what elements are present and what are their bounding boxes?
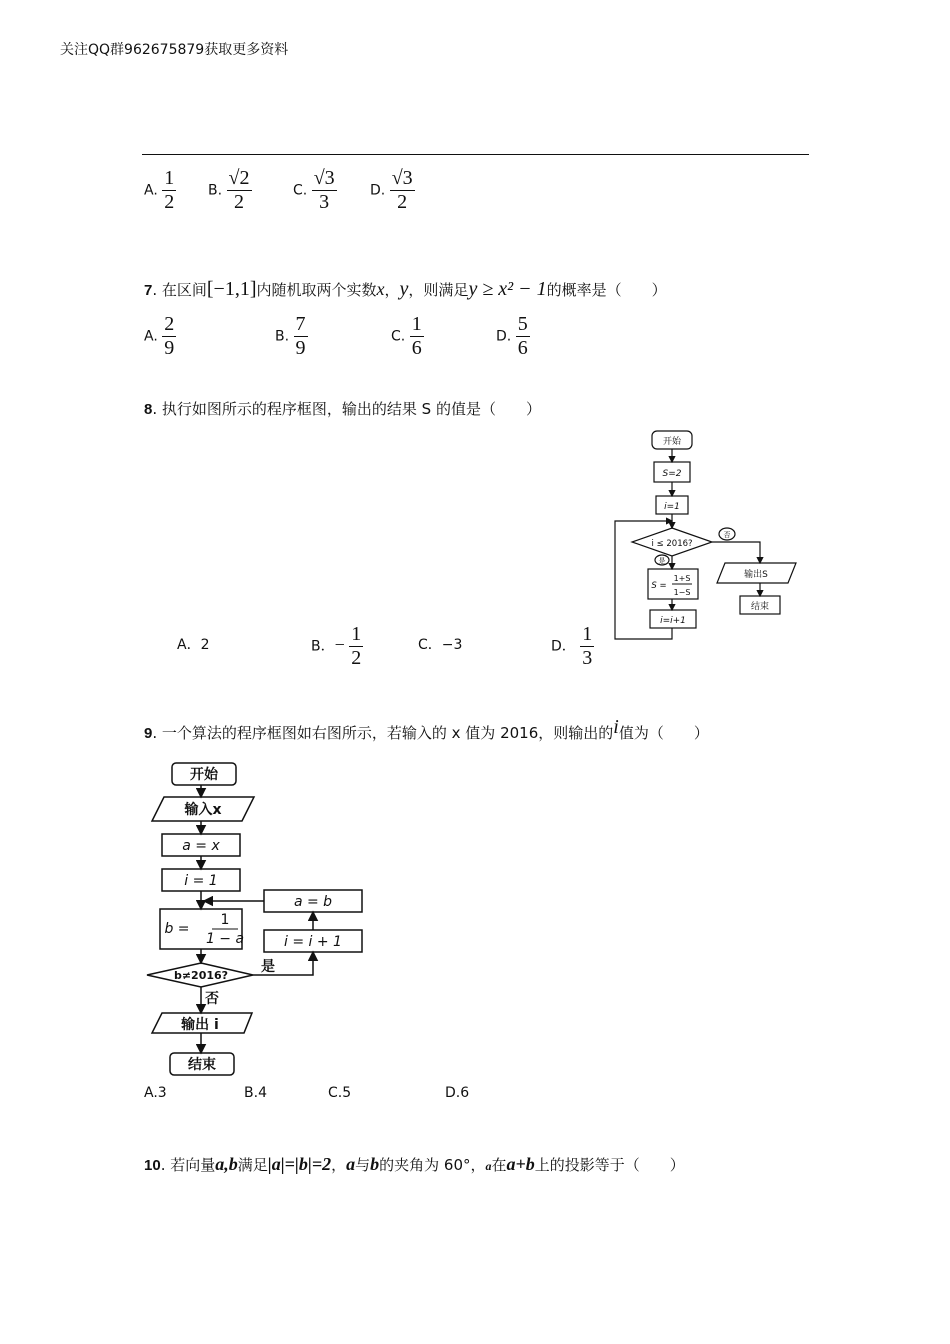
option-label: A. bbox=[144, 182, 158, 199]
option-numerator: √3 bbox=[391, 167, 413, 189]
option-label: C. bbox=[391, 328, 406, 345]
q9-b-den: 1 − a bbox=[205, 931, 245, 947]
q9-option-a bbox=[144, 1085, 167, 1101]
option-denominator: 6 bbox=[517, 337, 528, 359]
q10-text-d: 与 bbox=[355, 1156, 371, 1174]
q9-b-lhs: b = bbox=[164, 921, 190, 937]
question-number: 10 bbox=[144, 1157, 161, 1174]
q9-end-text: 结束 bbox=[188, 1057, 216, 1073]
q8-end-text: 结束 bbox=[750, 602, 770, 612]
option-numerator: 1 bbox=[411, 313, 422, 335]
q7-option-c bbox=[391, 314, 424, 359]
q10-vec-a2: a bbox=[485, 1159, 492, 1173]
q10-condition: |a|=|b|=2 bbox=[267, 1154, 332, 1174]
q9-assign-ab-text: a = b bbox=[293, 894, 333, 910]
option-label: D. bbox=[370, 182, 386, 199]
q9-stem bbox=[144, 716, 709, 744]
q10-vec-b: b bbox=[370, 1154, 380, 1174]
option-value: 6 bbox=[460, 1085, 470, 1101]
q9-b-num: 1 bbox=[220, 912, 230, 928]
q7-var-y: y bbox=[399, 278, 409, 300]
option-value: 5 bbox=[342, 1085, 352, 1101]
q10-stem bbox=[144, 1154, 685, 1175]
option-label: B. bbox=[208, 182, 223, 199]
q9-yes-label: 是 bbox=[261, 959, 275, 975]
header-note: 关注QQ群962675879获取更多资料 bbox=[60, 42, 289, 58]
q9-assign-a-text: a = x bbox=[182, 838, 220, 854]
q8-no-label: 否 bbox=[723, 531, 731, 539]
option-label: B. bbox=[275, 328, 290, 345]
q9-input-text: 输入x bbox=[184, 802, 222, 818]
q10-text-c: ， bbox=[331, 1156, 347, 1174]
option-denominator: 2 bbox=[351, 647, 362, 669]
q8-i-init-text: i=1 bbox=[664, 502, 680, 512]
option-denominator: 6 bbox=[411, 337, 422, 359]
option-sign: − bbox=[334, 634, 345, 655]
option-numerator: √3 bbox=[313, 167, 335, 189]
q10-text-a: . 若向量 bbox=[160, 1156, 216, 1174]
option-denominator: 2 bbox=[164, 191, 175, 213]
q8-flowchart bbox=[610, 425, 800, 650]
q8-s-init-text: S=2 bbox=[662, 469, 682, 479]
option-value: 2 bbox=[200, 637, 210, 653]
option-denominator: 9 bbox=[164, 337, 175, 359]
q7-text-c: ，则满足 bbox=[408, 281, 469, 299]
q8-condition-text: i ≤ 2016? bbox=[651, 539, 693, 549]
q9-no-label: 否 bbox=[205, 991, 219, 1007]
q7-option-b bbox=[275, 314, 308, 359]
q8-text: . 执行如图所示的程序框图，输出的结果 S 的值是（ ） bbox=[152, 400, 541, 418]
option-numerator: 7 bbox=[295, 313, 306, 335]
option-denominator: 3 bbox=[319, 191, 330, 213]
option-label: B． bbox=[311, 638, 335, 655]
option-value: 4 bbox=[258, 1085, 267, 1101]
q7-condition: y ≥ x² − 1 bbox=[468, 278, 547, 300]
option-denominator: 9 bbox=[295, 337, 306, 359]
q10-text-g: 上的投影等于（ ） bbox=[534, 1156, 685, 1174]
q8-output-text: 输出S bbox=[744, 570, 768, 580]
q7-var-x: x bbox=[376, 279, 385, 299]
q7-sep: ， bbox=[384, 281, 400, 299]
q7-text-d: 的概率是（ ） bbox=[546, 281, 667, 299]
top-divider bbox=[142, 154, 809, 155]
q6-option-a bbox=[144, 168, 176, 213]
question-number: 8 bbox=[144, 401, 153, 418]
q8-update-lhs: S = bbox=[651, 581, 667, 591]
option-denominator: 2 bbox=[234, 191, 244, 213]
q9-text-b: 值为（ ） bbox=[618, 724, 709, 742]
option-denominator: 2 bbox=[397, 191, 408, 213]
q9-text-a: . 一个算法的程序框图如右图所示，若输入的 x 值为 2016，则输出的 bbox=[152, 724, 614, 742]
option-label: C. bbox=[293, 182, 308, 199]
q9-increment-text: i = i + 1 bbox=[284, 934, 342, 950]
option-value: −3 bbox=[441, 637, 463, 653]
q7-option-d bbox=[496, 314, 530, 359]
q7-interval: [−1,1] bbox=[206, 278, 257, 300]
q7-stem bbox=[144, 278, 667, 301]
q8-option-d bbox=[551, 624, 594, 669]
option-numerator: 5 bbox=[517, 313, 528, 335]
option-label: A. bbox=[144, 328, 158, 345]
q10-text-e: 的夹角为 60°， bbox=[379, 1156, 486, 1174]
option-label: C． bbox=[418, 637, 442, 653]
q9-output-text: 输出 i bbox=[181, 1017, 219, 1033]
q8-yes-label: 是 bbox=[658, 557, 666, 565]
q9-option-b bbox=[244, 1085, 267, 1101]
q8-option-a bbox=[177, 634, 210, 654]
option-label: A. bbox=[144, 1085, 158, 1101]
q9-start-text: 开始 bbox=[190, 767, 218, 783]
option-denominator: 3 bbox=[582, 647, 593, 669]
option-numerator: 2 bbox=[164, 313, 175, 335]
q8-option-c bbox=[418, 634, 462, 654]
question-number: 7 bbox=[144, 282, 153, 299]
option-label: D． bbox=[551, 638, 576, 655]
q6-option-c bbox=[293, 168, 337, 213]
option-label: A． bbox=[177, 637, 201, 653]
option-numerator: 1 bbox=[351, 623, 362, 645]
option-label: B. bbox=[244, 1085, 259, 1101]
q7-text-a: . 在区间 bbox=[152, 281, 207, 299]
option-numerator: 1 bbox=[164, 167, 175, 189]
q10-text-b: 满足 bbox=[237, 1156, 268, 1174]
q10-vec-a: a bbox=[346, 1154, 356, 1174]
q6-option-d bbox=[370, 168, 415, 213]
q9-var-i: i bbox=[613, 716, 619, 738]
q7-option-a bbox=[144, 314, 176, 359]
q8-stem bbox=[144, 398, 541, 419]
q8-update-den: 1−S bbox=[673, 588, 691, 597]
q6-option-b bbox=[208, 168, 252, 213]
q8-start-text: 开始 bbox=[662, 437, 682, 447]
q9-option-d bbox=[445, 1085, 469, 1101]
option-label: D. bbox=[445, 1085, 461, 1101]
option-numerator: √2 bbox=[228, 167, 250, 189]
q7-text-b: 内随机取两个实数 bbox=[256, 281, 377, 299]
option-label: D. bbox=[496, 328, 512, 345]
question-number: 9 bbox=[144, 725, 153, 742]
option-numerator: 1 bbox=[582, 623, 593, 645]
q9-option-c bbox=[328, 1085, 351, 1101]
q10-sum: a+b bbox=[506, 1154, 535, 1174]
q10-text-f: 在 bbox=[491, 1156, 507, 1174]
q9-condition-text: b≠2016? bbox=[173, 969, 229, 982]
option-value: 3 bbox=[157, 1085, 167, 1101]
q8-update-num: 1+S bbox=[673, 574, 691, 583]
q9-flowchart bbox=[140, 757, 370, 1079]
q8-option-b bbox=[311, 624, 363, 669]
option-label: C. bbox=[328, 1085, 343, 1101]
q9-init-i-text: i = 1 bbox=[184, 873, 218, 889]
q8-increment-text: i=i+1 bbox=[660, 616, 686, 626]
q10-vectors: a,b bbox=[215, 1154, 238, 1174]
